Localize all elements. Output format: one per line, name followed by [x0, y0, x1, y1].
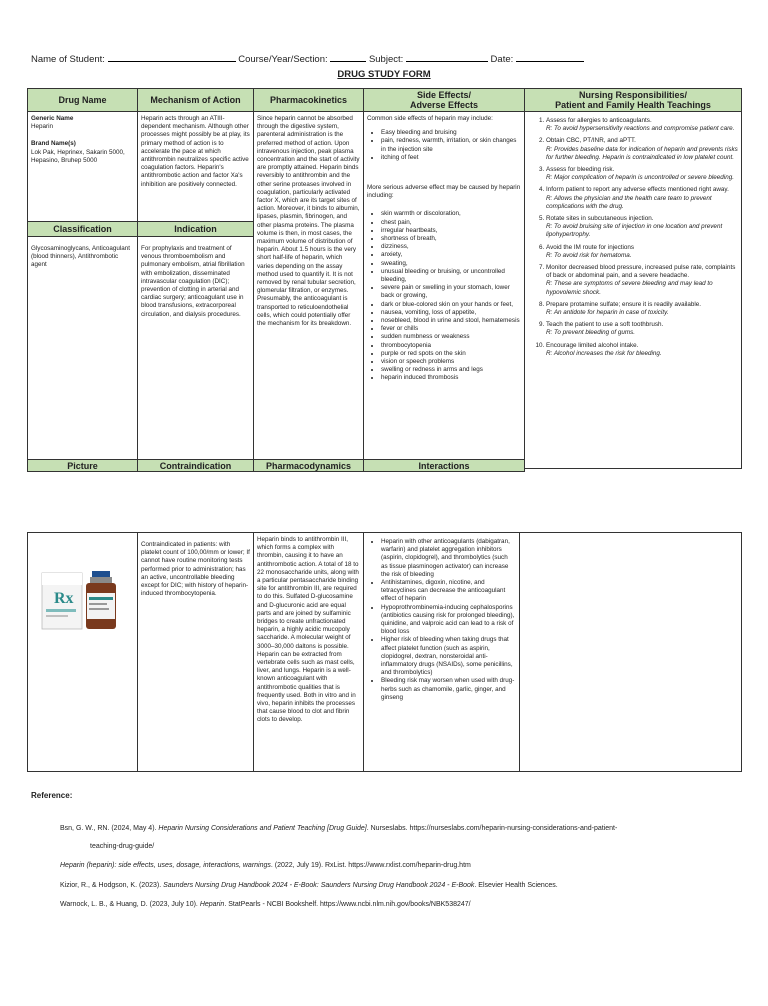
col-pharmacodynamics: Pharmacodynamics — [253, 459, 364, 472]
col-indication: Indication — [137, 221, 254, 237]
list-item: 10. Encourage limited alcohol intake. R: Alcohol increases the risk for bleeding. — [546, 342, 738, 358]
brand-name-value: Lok Pak, Heprinex, Sakarin 5000, Hepasino, Bruhep 5000 — [31, 148, 125, 164]
heparin-vial-image — [34, 565, 134, 635]
list-item: • thrombocytopenia — [381, 342, 521, 350]
col-classification: Classification — [27, 221, 138, 237]
serious-effects-intro: More serious adverse effect may be caused by heparin including: — [367, 184, 521, 200]
list-item: • pain, redness, warmth, irritation, or skin changes in the injection site — [381, 137, 521, 153]
col-picture: Picture — [27, 459, 138, 472]
col-interactions: Interactions — [363, 459, 525, 472]
contraindication-text: Contraindicated in patients: with platelet count of 100,00/mm or lower; If cannot have routine monitoring tests performed prior to administration; has an active, uncontrollable bleeding except for DIC; with history of heparin-induced thrombocytopenia. — [141, 541, 250, 598]
subject-field[interactable] — [406, 52, 488, 62]
list-item: • skin warmth or discoloration, — [381, 210, 521, 218]
indication-cell — [137, 236, 254, 460]
common-side-effects-list — [367, 129, 521, 162]
reference-4: Warnock, L. B., & Huang, D. (2023, July 10). Heparin. StatPearls - NCBI Bookshelf. https://www.ncbi.nlm.nih.gov/books/NBK538247/ — [60, 901, 471, 908]
form-title: DRUG STUDY FORM — [337, 69, 431, 80]
name-field[interactable] — [108, 52, 236, 62]
list-item: 6. Avoid the IM route for injections R: To avoid risk for hematoma. — [546, 244, 738, 260]
list-item: 2. Obtain CBC, PT/INR, and aPTT. R: Provides baseline data for indication of heparin and prevents risks for further bleeding. Heparin is contraindicated in low platelet count. — [546, 137, 738, 162]
list-item: • severe pain or swelling in your stomach, lower back or growing, — [381, 284, 521, 300]
col-mechanism: Mechanism of Action — [137, 88, 254, 112]
list-item: 5. Rotate sites in subcutaneous injection. R: To avoid bruising site of injection in one location and prevent lipohypertrophy. — [546, 215, 738, 240]
col-nursing: Nursing Responsibilities/ Patient and Family Health Teachings — [524, 88, 742, 112]
pharmacodynamics-cell — [253, 532, 364, 772]
nursing-cell — [524, 111, 742, 469]
list-item: 1. Assess for allergies to anticoagulants. R: To avoid hypersensitivity reactions and compromise patient care. — [546, 117, 738, 133]
mechanism-text: Heparin acts through an ATIII-dependent mechanism. Although other processes might possibly be at play, its primary method of action is to accelerate the pace at which antithrombin neutralizes specific active coagulation factors. Heparin's antithrombotic action and factor Xa's inhibition are positively connected. — [141, 115, 250, 188]
list-item: 8. Prepare protamine sulfate; ensure it is readily available. R: An antidote for heparin in case of toxicity. — [546, 301, 738, 317]
list-item: • nosebleed, blood in urine and stool, hematemesis — [381, 317, 521, 325]
serious-side-effects-list — [367, 210, 521, 382]
list-item: • anxiety, — [381, 251, 521, 259]
list-item: • dark or blue-colored skin on your hands or feet, — [381, 301, 521, 309]
indication-text: For prophylaxis and treatment of venous thromboembolism and pulmonary embolism, atrial fibrillation with embolization, disseminated intravascular coagulation (DIC); prevention of clotting in arterial and cardiac surgery; anticoagulant use in blood transfusions, extracorporeal circulation, and dialysis procedures. — [141, 245, 245, 318]
list-item: • nausea, vomiting, loss of appetite, — [381, 309, 521, 317]
name-label: Name of Student: — [31, 54, 105, 65]
col-drug-name: Drug Name — [27, 88, 138, 112]
subject-label: Subject: — [368, 54, 404, 65]
interactions-cell — [363, 532, 520, 772]
classification-value: Glycosaminoglycans, Anticoagulant (blood thinners), Antithrombotic agent — [31, 245, 131, 269]
col-pharmacokinetics: Pharmacokinetics — [253, 88, 364, 112]
reference-3: Kizior, R., & Hodgson, K. (2023). Saunders Nursing Drug Handbook 2024 - E-Book: Saunders Nursing Drug Handbook 2024 - E-Book. Elsevier Health Sciences. — [60, 882, 558, 889]
reference-1: Bsn, G. W., RN. (2024, May 4). Heparin Nursing Considerations and Patient Teaching [Drug Guide]. Nurseslabs. https://nurseslabs.com/heparin-nursing-considerations-and-patient- — [60, 825, 618, 832]
interactions-list — [367, 538, 516, 702]
empty-cell — [519, 532, 742, 772]
list-item: • Antihistamines, digoxin, nicotine, and tetracyclines can decrease the anticoagulant effect of heparin — [381, 579, 516, 604]
list-item: • Higher risk of bleeding when taking drugs that affect platelet function (such as aspirin, clopidogrel, dextran, nonsteroidal anti-inflammatory drugs (NSAIDs), some penicillins, and thrombolytics) — [381, 636, 516, 677]
reference-2: Heparin (heparin): side effects, uses, dosage, interactions, warnings. (2022, July 19). RxList. https://www.rxlist.com/heparin-drug.htm — [60, 862, 471, 869]
list-item: • heparin induced thrombosis — [381, 374, 521, 382]
list-item: 9. Teach the patient to use a soft toothbrush. R: To prevent bleeding of gums. — [546, 321, 738, 337]
course-label: Course/Year/Section: — [238, 54, 328, 65]
list-item: • irregular heartbeats, — [381, 227, 521, 235]
list-item: • Easy bleeding and bruising — [381, 129, 521, 137]
list-item: • shortness of breath, — [381, 235, 521, 243]
course-field[interactable] — [330, 52, 366, 62]
generic-name-value: Heparin — [31, 123, 54, 131]
reference-1-cont: teaching-drug-guide/ — [90, 843, 155, 850]
classification-cell — [27, 236, 138, 460]
col-side-effects: Side Effects/ Adverse Effects — [363, 88, 525, 112]
pharmacokinetics-text: Since heparin cannot be absorbed through the digestive system, parenteral administration is the preferred method of action. Upon intravenous injection, peak plasma concentration and the start of activity are promptly attained. Heparin binds reversibly to antithrombin and the other serine proteases involved in coagulation, particularly activated factor X, which are its target sites of action. Moreover, it binds to albumin, lipases, plasmin, fibrinogen, and other plasma proteins. The plasma volume is then, in most cases, the maximum volume of distribution of heparin. About 1.5 hours is the very short half-life of heparin, which varies depending on the assay method used to quantify it. It is not removed by renal tubular secretion, glomerular filtration, or enzymes. Presumably, the anticoagulant is transported to reticuloendothelial cells, which could potentially offer the mechanism for its breakdown. — [257, 115, 360, 328]
date-label: Date: — [490, 54, 514, 65]
brand-name-label: Brand Name(s) — [31, 140, 76, 148]
list-item: • vision or speech problems — [381, 358, 521, 366]
list-item: • Hypoprothrombinemia-inducing cephalosporins (antibiotics causing risk for prolonged bleeding), quinidine, and valproic acid can lead to a risk of blood loss — [381, 604, 516, 637]
generic-name-label: Generic Name — [31, 115, 74, 122]
list-item: • sudden numbness or weakness — [381, 333, 521, 341]
drug-name-cell — [27, 111, 138, 222]
list-item: 4. Inform patient to report any adverse effects mentioned right away. R: Allows the physician and the health care team to prevent complications with the drug. — [546, 186, 738, 211]
list-item: • itching of feet — [381, 154, 521, 162]
nursing-list — [528, 117, 738, 358]
list-item: • Heparin with other anticoagulants (dabigatran, warfarin) and platelet aggregation inhibitors (aspirin, clopidogrel), and thrombolytics (such as tissue plasminogen activator) can increase the risk of bleeding — [381, 538, 516, 579]
reference-heading: Reference: — [31, 791, 73, 800]
list-item: • unusual bleeding or bruising, or uncontrolled bleeding, — [381, 268, 521, 284]
student-info-header — [31, 52, 751, 65]
list-item: • chest pain, — [381, 219, 521, 227]
contraindication-cell — [137, 532, 254, 772]
side-effects-intro: Common side effects of heparin may include: — [367, 115, 493, 122]
list-item: • fever or chills — [381, 325, 521, 333]
list-item: • sweating, — [381, 260, 521, 268]
list-item: 3. Assess for bleeding risk. R: Major complication of heparin is uncontrolled or severe bleeding. — [546, 166, 738, 182]
side-effects-cell — [363, 111, 525, 460]
pharmacodynamics-text: Heparin binds to antithrombin III, which forms a complex with thrombin, causing it to have an antithrombotic action. A total of 18 to 22 monosaccharide units, along with a particular pentasaccharide binding site for antithrombin III, are required to do this. Sulfated D-glucosamine and D-glucuronic acid are equal parts and are joined by sulfaminic bridges to create unfractionated heparin, a highly acidic mucopoly saccharide. A molecular weight of 3000–30,000 daltons is possible. Heparin can be extracted from vertebrate cells such as mast cells, liver, and lungs. Heparin is a well-known anticoagulant with antithrombotic qualities that is frequently used. Both in vitro and in vivo, heparin inhibits the processes that cause blood to clot and fibrin clots to develop. — [257, 536, 359, 724]
pharmacokinetics-cell — [253, 111, 364, 460]
list-item: • Bleeding risk may worsen when used with drug-herbs such as chamomile, garlic, ginger, and ginseng — [381, 677, 516, 702]
list-item: • purple or red spots on the skin — [381, 350, 521, 358]
col-contraindication: Contraindication — [137, 459, 254, 472]
mechanism-cell — [137, 111, 254, 222]
list-item: • swelling or redness in arms and legs — [381, 366, 521, 374]
picture-cell — [27, 532, 138, 772]
list-item: 7. Monitor decreased blood pressure, increased pulse rate, complaints of back or abdominal pain, and a severe headache. R: These are symptoms of severe bleeding and may lead to hypovolemic shock. — [546, 264, 738, 297]
svg-text:Rx: Rx — [54, 590, 74, 607]
date-field[interactable] — [516, 52, 584, 62]
list-item: • dizziness, — [381, 243, 521, 251]
